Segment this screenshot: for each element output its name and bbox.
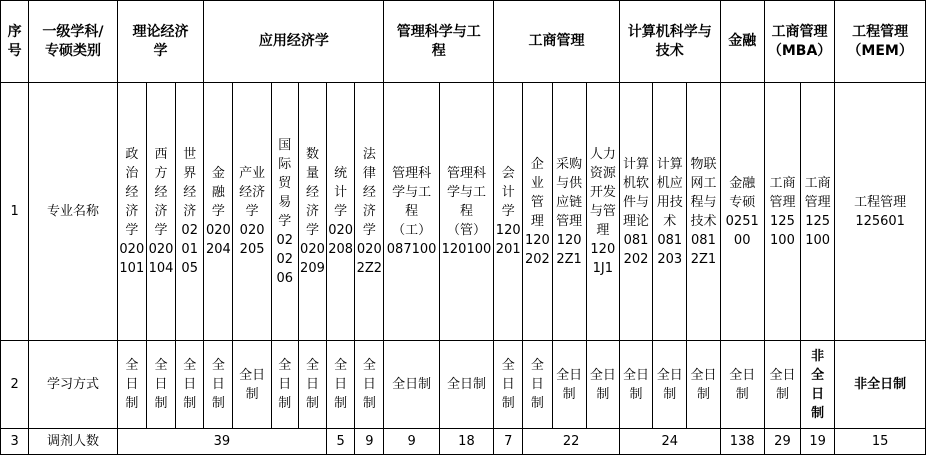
count-row [1, 429, 926, 455]
group-mba: 工商管理 （MBA） [764, 1, 834, 83]
row-label: 调剂人数 [29, 429, 118, 455]
count-cell: 19 [801, 429, 835, 455]
major-cell: 政 治 经 济 学 020 101 [117, 83, 146, 341]
mode-cell: 全 日 制 [117, 341, 146, 429]
mode-cell: 全日 制 [233, 341, 271, 429]
count-cell: 9 [384, 429, 439, 455]
mode-row [1, 341, 926, 429]
major-cell: 统 计 学 020 208 [327, 83, 355, 341]
mode-cell: 全 日 制 [327, 341, 355, 429]
count-cell: 22 [523, 429, 620, 455]
major-cell: 数 量 经 济 学 020 209 [298, 83, 326, 341]
major-cell: 采购 与供 应链 管理 120 2Z1 [552, 83, 586, 341]
major-cell: 计算 机应 用技 术 081 203 [653, 83, 687, 341]
mode-cell: 全日制 [439, 341, 493, 429]
mode-cell: 全 日 制 [271, 341, 298, 429]
group-mem: 工程管理 （MEM） [835, 1, 926, 83]
row-seq: 3 [1, 429, 29, 455]
major-cell: 金 融 学 020 204 [204, 83, 233, 341]
group-applied-economics: 应用经济学 [204, 1, 384, 83]
mode-cell: 全 日 制 [355, 341, 384, 429]
mode-cell: 全日 制 [586, 341, 619, 429]
group-business-administration: 工商管理 [494, 1, 620, 83]
mode-cell: 非全日制 [835, 341, 926, 429]
mode-cell: 全 日 制 [204, 341, 233, 429]
mode-cell: 全日 制 [720, 341, 764, 429]
major-cell: 工程管理 125601 [835, 83, 926, 341]
mode-cell: 全 日 制 [298, 341, 326, 429]
major-cell: 产业 经济 学 020 205 [233, 83, 271, 341]
major-cell: 管理科 学与工 程 （工） 087100 [384, 83, 439, 341]
mode-cell: 全日制 [384, 341, 439, 429]
count-cell: 29 [764, 429, 800, 455]
mode-cell: 全 日 制 [523, 341, 552, 429]
count-cell: 39 [117, 429, 326, 455]
mode-cell: 非 全 日 制 [801, 341, 835, 429]
major-cell: 物联 网工 程与 技术 081 2Z1 [687, 83, 720, 341]
group-finance: 金融 [720, 1, 764, 83]
major-cell: 金融 专硕 0251 00 [720, 83, 764, 341]
mode-cell: 全日 制 [619, 341, 652, 429]
major-cell: 会 计 学 120 201 [494, 83, 523, 341]
mode-cell: 全 日 制 [146, 341, 175, 429]
group-theoretical-economics: 理论经济 学 [117, 1, 204, 83]
count-cell: 7 [494, 429, 523, 455]
count-cell: 9 [355, 429, 384, 455]
row-seq: 1 [1, 83, 29, 341]
group-management-science: 管理科学与工 程 [384, 1, 494, 83]
major-cell: 法 律 经 济 学 020 2Z2 [355, 83, 384, 341]
major-cell: 西 方 经 济 学 020 104 [146, 83, 175, 341]
count-cell: 24 [619, 429, 720, 455]
major-cell: 工商 管理 125 100 [801, 83, 835, 341]
major-cell: 计算 机软 件与 理论 081 202 [619, 83, 652, 341]
header-row [1, 1, 926, 83]
major-cell: 企 业 管 理 120 202 [523, 83, 552, 341]
count-cell: 5 [327, 429, 355, 455]
count-cell: 18 [439, 429, 493, 455]
major-cell: 世 界 经 济 02 01 05 [176, 83, 204, 341]
category-header: 一级学科/ 专硕类别 [29, 1, 118, 83]
major-cell: 国 际 贸 易 学 02 02 06 [271, 83, 298, 341]
mode-cell: 全日 制 [552, 341, 586, 429]
mode-cell: 全 日 制 [494, 341, 523, 429]
row-label: 学习方式 [29, 341, 118, 429]
mode-cell: 全日 制 [764, 341, 800, 429]
count-cell: 138 [720, 429, 764, 455]
row-label: 专业名称 [29, 83, 118, 341]
mode-cell: 全日 制 [687, 341, 720, 429]
mode-cell: 全日 制 [653, 341, 687, 429]
major-cell: 工商 管理 125 100 [764, 83, 800, 341]
mode-cell: 全 日 制 [176, 341, 204, 429]
major-cell: 人力 资源 开发 与管 理 120 1J1 [586, 83, 619, 341]
seq-header: 序 号 [1, 1, 29, 83]
major-cell: 管理科 学与工 程 （管） 120100 [439, 83, 493, 341]
count-cell: 15 [835, 429, 926, 455]
majors-row [1, 83, 926, 341]
group-computer-science: 计算机科学与 技术 [619, 1, 720, 83]
row-seq: 2 [1, 341, 29, 429]
